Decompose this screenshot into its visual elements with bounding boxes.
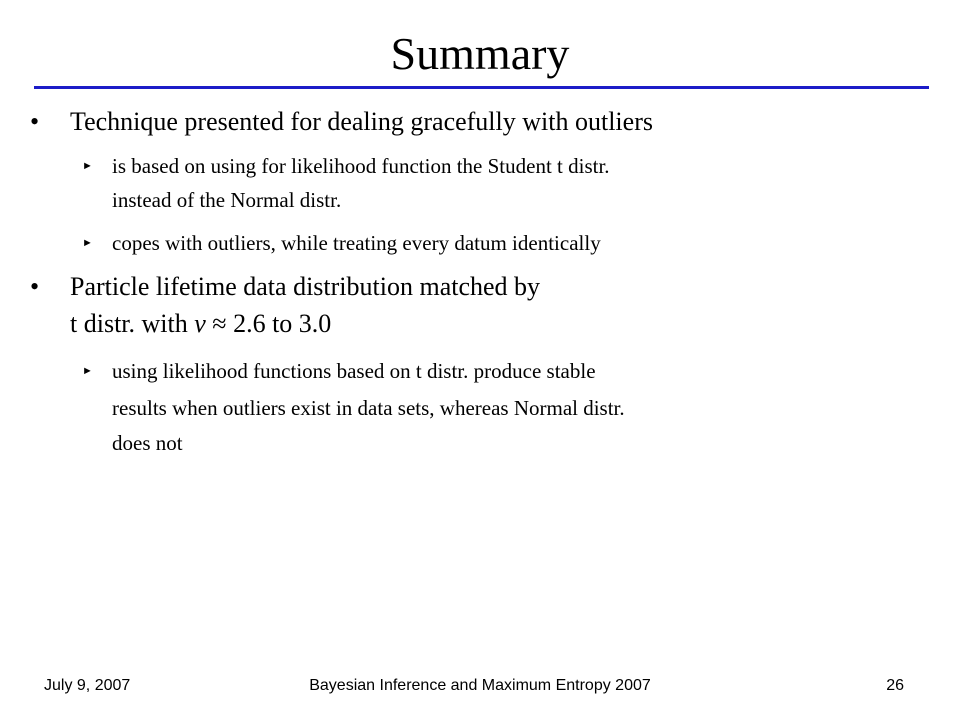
bullet-marker: • bbox=[30, 272, 40, 301]
footer-date: July 9, 2007 bbox=[44, 677, 131, 694]
sub-bullet-1-line-1: is based on using for likelihood function the Student t distr. bbox=[112, 154, 610, 178]
footer-event: Bayesian Inference and Maximum Entropy 2007 bbox=[309, 677, 651, 694]
bullet-2-line-2 bbox=[70, 307, 710, 341]
bullet-marker: • bbox=[30, 107, 40, 136]
nu-symbol: ν bbox=[194, 309, 206, 338]
sub-bullet-marker: ► bbox=[82, 160, 93, 172]
sub-bullet-marker: ► bbox=[82, 237, 93, 249]
sub-bullet-2-line-1: copes with outliers, while treating every datum identically bbox=[112, 231, 601, 255]
sub-bullet-3-line-2: results when outliers exist in data sets, whereas Normal distr. bbox=[112, 396, 625, 420]
sub-bullet-1-line-2: instead of the Normal distr. bbox=[112, 188, 342, 212]
slide-title: Summary bbox=[390, 28, 570, 79]
sub-bullet-marker: ► bbox=[82, 365, 93, 377]
bullet-1-text: Technique presented for dealing gracefully with outliers bbox=[70, 107, 653, 136]
sub-bullet-3-line-1: using likelihood functions based on t distr. produce stable bbox=[112, 359, 596, 383]
bullet-2-line-2-prefix: t distr. with bbox=[70, 309, 195, 338]
bullet-2-line-1: Particle lifetime data distribution matched by bbox=[70, 272, 541, 301]
title-underline bbox=[34, 86, 929, 89]
bullet-2-line-2-suffix: ≈ 2.6 to 3.0 bbox=[205, 309, 332, 338]
footer-page-number: 26 bbox=[886, 677, 904, 694]
sub-bullet-3-line-3: does not bbox=[112, 431, 183, 455]
